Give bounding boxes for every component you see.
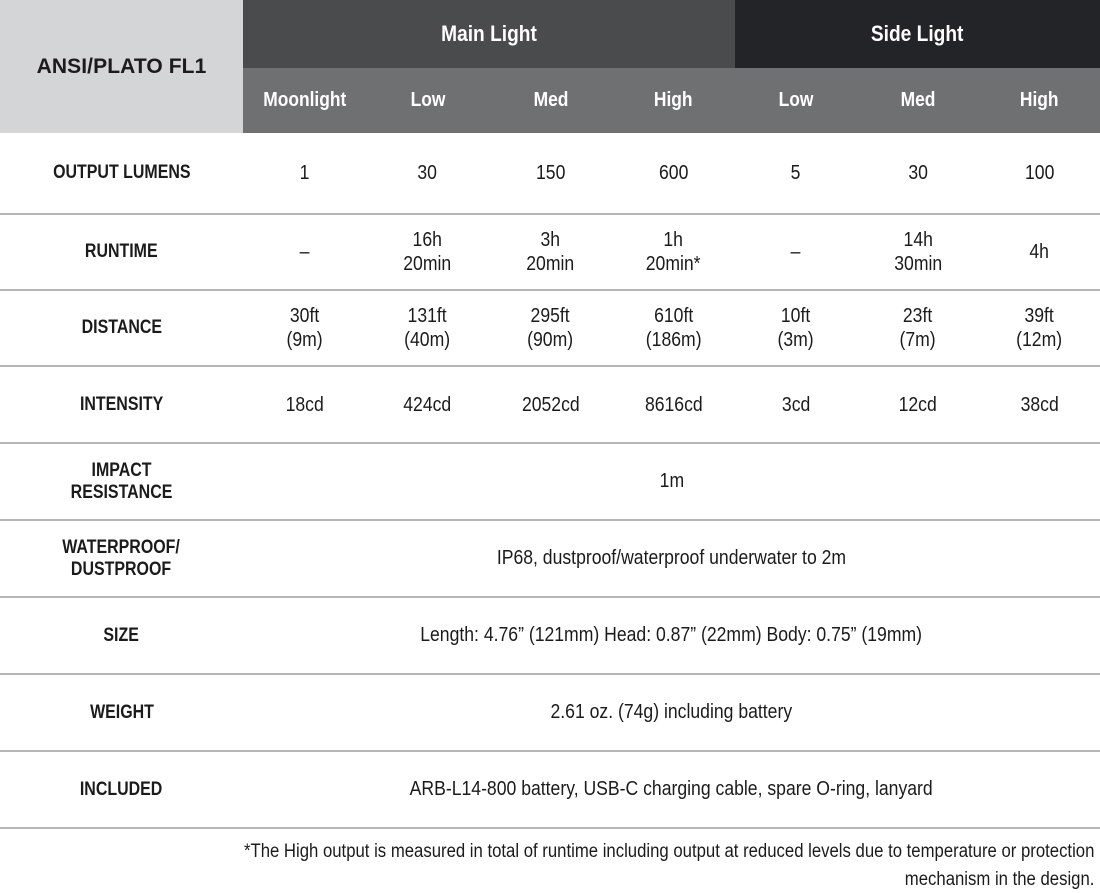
cell-intensity-main-high <box>612 366 735 443</box>
footnote-line1: *The High output is measured in total of runtime including output at reduced levels due to temperature or protection <box>243 841 1094 862</box>
row-label-text: WEIGHT <box>89 701 154 723</box>
mode-label: High <box>1020 89 1059 111</box>
cell-value: 8616cd <box>644 393 703 416</box>
cell-value: 100 <box>1024 162 1055 184</box>
cell-intensity-main-moonlight <box>243 366 366 443</box>
cell-runtime-side-high <box>979 214 1100 290</box>
cell-value-line1: 4h <box>1029 241 1050 263</box>
cell-value-line2: 30min <box>894 253 943 275</box>
cell-intensity-main-low <box>366 366 489 443</box>
cell-value <box>404 228 452 276</box>
cell-value-line1: 295ft <box>530 305 571 327</box>
cell-runtime-side-med <box>857 214 979 290</box>
cell-value-line2: (40m) <box>404 329 451 351</box>
cell-value-line2: 20min <box>403 253 452 275</box>
mode-label: Med <box>900 89 936 111</box>
row-label-distance <box>0 290 243 366</box>
footnote-line2: mechanism in the design. <box>904 868 1094 890</box>
table-row <box>0 597 1100 674</box>
cell-value-line2: (3m) <box>777 329 815 351</box>
cell-runtime-main-high <box>612 214 735 290</box>
row-label-line1: IMPACT <box>91 459 152 481</box>
corner-label: ANSI/PLATO FL1 <box>36 54 207 78</box>
cell-intensity-main-med <box>489 366 612 443</box>
cell-value-line1: – <box>791 241 801 263</box>
cell-runtime-main-low <box>366 214 489 290</box>
mode-header-side-high <box>979 68 1100 133</box>
row-label-waterproof-dustproof <box>0 520 243 597</box>
table-row <box>0 443 1100 520</box>
group-header-main-light-label: Main Light <box>441 21 537 46</box>
cell-value-line1: 610ft <box>653 305 694 327</box>
cell-weight-value <box>243 674 1100 751</box>
table-row <box>0 520 1100 597</box>
footnote <box>0 829 1100 893</box>
cell-value <box>646 304 702 352</box>
row-label-runtime <box>0 214 243 290</box>
row-label-text: SIZE <box>103 624 140 646</box>
cell-value-line1: 1h <box>663 229 684 251</box>
row-label-text: INTENSITY <box>79 393 164 415</box>
mode-header-main-high <box>612 68 735 133</box>
row-label-text <box>63 537 181 581</box>
table-row <box>0 366 1100 443</box>
cell-value: 12cd <box>898 393 938 416</box>
cell-distance-side-high <box>979 290 1100 366</box>
cell-value: 30 <box>417 162 438 184</box>
cell-value: 5 <box>791 162 801 184</box>
table-row <box>0 290 1100 366</box>
cell-value-line1: 39ft <box>1024 305 1055 327</box>
mode-label: Low <box>778 89 814 111</box>
mode-header-main-low <box>366 68 489 133</box>
cell-value: Length: 4.76” (121mm) Head: 0.87” (22mm) Body: 0.75” (19mm) <box>420 624 923 646</box>
cell-value-line2: 20min <box>526 253 575 275</box>
cell-runtime-main-moonlight <box>243 214 366 290</box>
cell-intensity-side-low <box>735 366 857 443</box>
cell-output-lumens-main-high <box>612 133 735 214</box>
mode-header-main-med <box>489 68 612 133</box>
group-header-side-light-label: Side Light <box>871 21 964 46</box>
row-label-line2: DUSTPROOF <box>71 558 172 580</box>
cell-included-value <box>243 751 1100 828</box>
cell-distance-main-low <box>366 290 489 366</box>
cell-output-lumens-main-med <box>489 133 612 214</box>
row-label-impact-resistance <box>0 443 243 520</box>
header-group-row <box>0 0 1100 68</box>
row-label-text: DISTANCE <box>81 317 162 339</box>
cell-waterproof-dustproof-value <box>243 520 1100 597</box>
cell-value <box>405 304 451 352</box>
cell-distance-main-med <box>489 290 612 366</box>
row-label-intensity <box>0 366 243 443</box>
cell-size-value <box>243 597 1100 674</box>
cell-value <box>528 304 574 352</box>
cell-value: 1m <box>659 470 684 492</box>
cell-intensity-side-med <box>857 366 979 443</box>
row-label-text: INCLUDED <box>80 778 163 800</box>
group-header-main-light <box>243 0 735 68</box>
row-label-size <box>0 597 243 674</box>
footnote-text <box>244 838 1094 893</box>
row-label-text: RUNTIME <box>85 241 158 263</box>
cell-output-lumens-side-low <box>735 133 857 214</box>
mode-label: Low <box>410 89 445 111</box>
cell-value <box>1017 304 1063 352</box>
table-row <box>0 751 1100 828</box>
cell-value-line1: – <box>299 241 310 263</box>
row-label-text <box>71 460 173 504</box>
cell-value-line2: (7m) <box>899 329 937 351</box>
cell-distance-main-moonlight <box>243 290 366 366</box>
cell-value: 2052cd <box>521 393 580 416</box>
cell-value: 18cd <box>285 393 324 416</box>
cell-value-line1: 14h <box>903 229 933 251</box>
cell-value <box>778 304 814 352</box>
cell-value-line2: (186m) <box>645 329 702 351</box>
cell-runtime-side-low <box>735 214 857 290</box>
mode-label: Moonlight <box>262 89 347 111</box>
cell-distance-side-low <box>735 290 857 366</box>
cell-value-line2: (9m) <box>286 329 323 351</box>
mode-label: High <box>654 89 693 111</box>
cell-output-lumens-main-moonlight <box>243 133 366 214</box>
cell-distance-main-high <box>612 290 735 366</box>
cell-value-line2: (90m) <box>527 329 574 351</box>
row-label-line1: WATERPROOF/ <box>62 536 181 558</box>
cell-value: ARB-L14-800 battery, USB-C charging cable, spare O-ring, lanyard <box>410 778 934 800</box>
cell-value: 1 <box>299 162 310 184</box>
cell-value <box>286 304 322 352</box>
cell-value: 600 <box>658 162 689 184</box>
cell-value <box>1030 240 1050 264</box>
cell-value: IP68, dustproof/waterproof underwater to 2m <box>496 547 847 569</box>
cell-value: 3cd <box>781 393 811 416</box>
cell-value: 30 <box>908 162 928 184</box>
mode-header-main-moonlight <box>243 68 366 133</box>
cell-value-line1: 23ft <box>903 305 933 327</box>
row-label-output-lumens <box>0 133 243 214</box>
cell-value <box>791 240 801 264</box>
mode-header-side-low <box>735 68 857 133</box>
table-row <box>0 214 1100 290</box>
mode-label: Med <box>533 89 568 111</box>
cell-value-line1: 30ft <box>289 305 320 327</box>
cell-value <box>894 228 942 276</box>
row-label-weight <box>0 674 243 751</box>
cell-value-line1: 3h <box>540 229 561 251</box>
cell-value: 150 <box>535 162 566 184</box>
cell-value <box>646 228 701 276</box>
cell-value <box>527 228 575 276</box>
cell-value-line1: 10ft <box>781 305 811 327</box>
row-label-included <box>0 751 243 828</box>
table-row <box>0 133 1100 214</box>
cell-output-lumens-main-low <box>366 133 489 214</box>
cell-intensity-side-high <box>979 366 1100 443</box>
table-row <box>0 674 1100 751</box>
cell-value <box>900 304 936 352</box>
cell-impact-resistance-value <box>243 443 1100 520</box>
cell-distance-side-med <box>857 290 979 366</box>
corner-cell <box>0 0 243 133</box>
group-header-side-light <box>735 0 1100 68</box>
mode-header-side-med <box>857 68 979 133</box>
cell-value: 38cd <box>1020 393 1059 416</box>
cell-output-lumens-side-high <box>979 133 1100 214</box>
cell-value <box>300 240 310 264</box>
cell-value-line1: 16h <box>412 229 443 251</box>
cell-value-line1: 131ft <box>407 305 448 327</box>
cell-value-line2: (12m) <box>1016 329 1063 351</box>
row-label-line2: RESISTANCE <box>70 481 173 503</box>
cell-value: 2.61 oz. (74g) including battery <box>550 701 793 723</box>
cell-value-line2: 20min* <box>646 253 701 275</box>
cell-value: 424cd <box>403 393 452 416</box>
cell-output-lumens-side-med <box>857 133 979 214</box>
cell-runtime-main-med <box>489 214 612 290</box>
row-label-text: OUTPUT LUMENS <box>52 162 191 184</box>
